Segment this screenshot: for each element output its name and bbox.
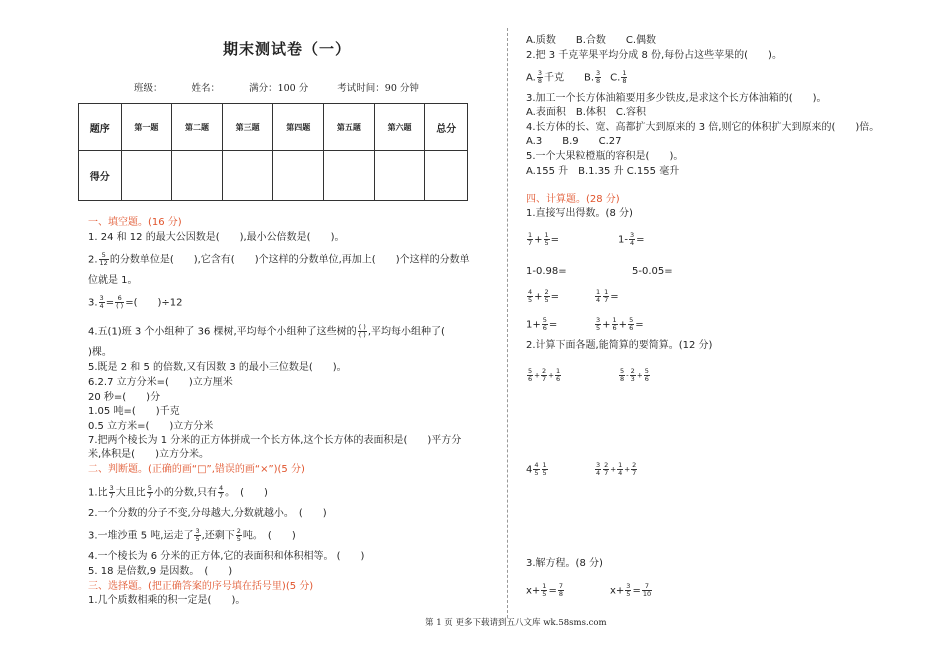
question-1-3: 3. $\frac{3}{4}$ = $\frac{6}{( )}$ =( )÷12: [88, 294, 183, 310]
calc-3-title: 3.解方程。(8 分): [526, 558, 603, 569]
question-1-4: 4.五(1)班 3 个小组种了 36 棵树,平均每个小组种了这些树的 $\frac{( )}{( )}$ ,平均每小组种了(: [88, 323, 445, 339]
question-3-4-options: A.3 B.9 C.27: [526, 136, 622, 147]
score-cell[interactable]: [222, 151, 273, 201]
question-1-7: 7.把两个棱长为 1 分米的正方体拼成一个长方体,这个长方体的表面积是( )平方分: [88, 435, 462, 446]
question-1-6a: 6.2.7 立方分米=( )立方厘米: [88, 377, 233, 388]
class-field: 班级：: [134, 83, 163, 94]
question-2-2: 2.一个分数的分子不变,分母越大,分数就越小。 ( ): [88, 508, 327, 519]
exam-info: [134, 80, 445, 94]
table-header-cell: 题序: [79, 104, 122, 151]
score-cell[interactable]: [425, 151, 468, 201]
question-1-1: 1. 24 和 12 的最大公因数是( ),最小公倍数是( )。: [88, 232, 345, 243]
table-header-cell: 第五题: [324, 104, 375, 151]
right-column: [526, 0, 926, 657]
question-1-2: 2. $\frac{5}{12}$ 的分数单位是( ),它含有( )个这样的分数单位,再加上( )个这样的分数单: [88, 251, 470, 267]
full-score: 满分：100 分: [249, 83, 309, 94]
table-header-cell: 第一题: [121, 104, 172, 151]
question-1-6c: 1.05 吨=( )千克: [88, 406, 180, 417]
question-3-1: 1.几个质数相乘的积一定是( )。: [88, 595, 246, 606]
calc-item: $\frac{5}{8}$ - $\frac{2}{3}$ + $\frac{5}{6}$: [620, 367, 649, 383]
question-2-5: 5. 18 是倍数,9 是因数。 ( ): [88, 566, 233, 577]
question-1-5: 5.既是 2 和 5 的倍数,又有因数 3 的最小三位数是( )。: [88, 362, 347, 373]
table-header-cell: 第四题: [273, 104, 324, 151]
page-footer: 第 1 页 更多下载请到五八文库 wk.58sms.com: [425, 618, 607, 628]
calc-item: $\frac{5}{6}$ + $\frac{2}{7}$ + $\frac{1}{6}$: [528, 367, 561, 383]
name-field: 姓名：: [191, 83, 221, 94]
question-1-4-cont: )棵。: [88, 347, 112, 358]
calc-2-title: 2.计算下面各题,能简算的要简算。(12 分): [526, 340, 713, 351]
calc-1-title: 1.直接写出得数。(8 分): [526, 208, 633, 219]
calc-item: 1- $\frac{3}{4}$ =: [618, 231, 645, 247]
question-3-3: 3.加工一个长方体油箱要用多少铁皮,是求这个长方体油箱的( )。: [526, 93, 827, 104]
question-3-5-options: A.155 升 B.1.35 升 C.155 毫升: [526, 166, 680, 177]
question-2-1: 1.比 $\frac{3}{7}$ 大且比 $\frac{5}{7}$ 小的分数,只有 $\frac{4}{7}$ 。 ( ): [88, 484, 268, 500]
calc-item: 4 $\frac{4}{5}$ $\frac{1}{5}$: [526, 461, 547, 477]
question-3-5: 5.一个大果粒橙瓶的容积是( )。: [526, 151, 684, 162]
calc-item: $\frac{3}{5}$ + $\frac{1}{6}$ + $\frac{5}{6}$ =: [596, 316, 644, 332]
score-table: [78, 103, 468, 201]
question-1-6d: 0.5 立方米=( )立方分米: [88, 421, 214, 432]
table-header-cell: 第二题: [172, 104, 223, 151]
calc-item: 5-0.05=: [632, 266, 673, 277]
table-header-cell: 总分: [425, 104, 468, 151]
question-3-3-options: A.表面积 B.体积 C.容积: [526, 107, 647, 118]
score-cell[interactable]: [324, 151, 375, 201]
question-3-2-options: A. $\frac{3}{8}$ 千克 B. $\frac{3}{8}$ C. $\frac{1}{8}$: [526, 69, 627, 85]
calc-item: $\frac{3}{4}$ $\frac{2}{7}$ + $\frac{1}{4}$ + $\frac{2}{7}$: [596, 461, 637, 477]
score-row-label: 得分: [79, 151, 122, 201]
calc-item: 1-0.98=: [526, 266, 567, 277]
question-1-7-cont: 米,体积是( )立方分米。: [88, 449, 209, 460]
column-divider: [507, 28, 508, 618]
score-cell[interactable]: [273, 151, 324, 201]
question-3-1-options: A.质数 B.合数 C.偶数: [526, 35, 657, 46]
calc-item: 1+ $\frac{5}{6}$ =: [526, 316, 558, 332]
table-header-cell: 第六题: [374, 104, 425, 151]
calc-item: $\frac{1}{4}$ $\frac{1}{7}$ =: [596, 288, 619, 304]
section-2-heading: 二、判断题。(正确的画“□”,错误的画“×”)(5 分): [88, 464, 305, 475]
exam-time: 考试时间：90 分钟: [337, 83, 419, 94]
section-3-heading: 三、选择题。(把正确答案的序号填在括号里)(5 分): [88, 581, 314, 592]
calc-item: $\frac{4}{5}$ + $\frac{2}{5}$ =: [528, 288, 560, 304]
question-3-2: 2.把 3 千克苹果平均分成 8 份,每份占这些苹果的( )。: [526, 50, 782, 61]
calc-item: $\frac{1}{7}$ + $\frac{1}{5}$ =: [528, 231, 560, 247]
question-2-3: 3.一堆沙重 5 吨,运走了 $\frac{3}{5}$ ,还剩下 $\frac{2}{5}$ 吨。 ( ): [88, 527, 296, 543]
question-3-4: 4.长方体的长、宽、高都扩大到原来的 3 倍,则它的体积扩大到原来的( )倍。: [526, 122, 880, 133]
fraction: $\frac{5}{12}$: [99, 251, 108, 267]
score-cell[interactable]: [172, 151, 223, 201]
score-cell[interactable]: [121, 151, 172, 201]
question-1-6b: 20 秒=( )分: [88, 392, 161, 403]
section-1-heading: 一、填空题。(16 分): [88, 217, 182, 228]
page-title: 期末测试卷（一）: [223, 40, 352, 58]
equation-item: x+ $\frac{1}{5}$ = $\frac{7}{8}$: [526, 582, 563, 598]
table-header-cell: 第三题: [222, 104, 273, 151]
question-1-2-cont: 位就是 1。: [88, 275, 138, 286]
score-cell[interactable]: [374, 151, 425, 201]
left-column: [78, 0, 498, 657]
section-4-heading: 四、计算题。(28 分): [526, 194, 620, 205]
equation-item: x+ $\frac{3}{5}$ = $\frac{7}{10}$: [610, 582, 652, 598]
question-2-4: 4.一个棱长为 6 分米的正方体,它的表面积和体积相等。 ( ): [88, 551, 365, 562]
